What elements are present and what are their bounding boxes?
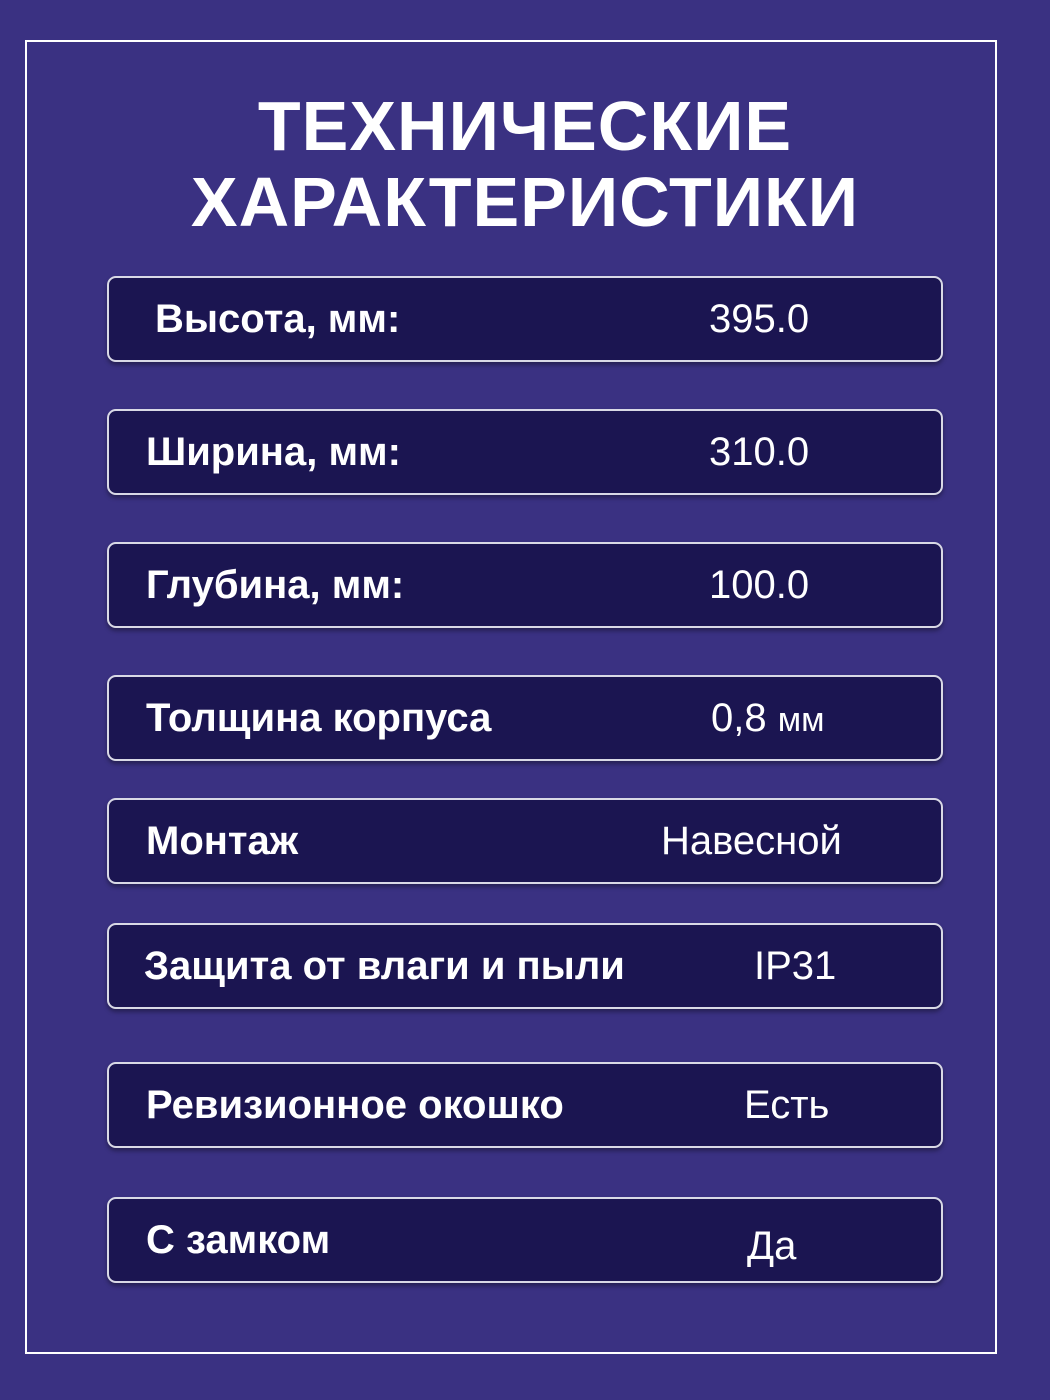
spec-value-unit: мм bbox=[777, 701, 825, 739]
spec-row-mounting bbox=[107, 798, 943, 884]
spec-value: IP31 bbox=[754, 944, 837, 988]
spec-row-inspection-window bbox=[107, 1062, 943, 1148]
spec-row-height bbox=[107, 276, 943, 362]
spec-value: Есть bbox=[744, 1083, 830, 1127]
spec-row-protection bbox=[107, 923, 943, 1009]
spec-label: Высота, мм: bbox=[155, 297, 401, 341]
spec-row-thickness bbox=[107, 675, 943, 761]
spec-value: 100.0 bbox=[709, 563, 810, 607]
spec-label: С замком bbox=[146, 1218, 331, 1262]
page-title-line-2: ХАРАКТЕРИСТИКИ bbox=[190, 163, 860, 241]
page-title-line-1: ТЕХНИЧЕСКИЕ bbox=[257, 87, 793, 165]
spec-value-number: 0,8 bbox=[711, 696, 767, 740]
spec-label: Ревизионное окошко bbox=[146, 1083, 564, 1127]
spec-label: Глубина, мм: bbox=[146, 563, 405, 607]
spec-value bbox=[711, 677, 824, 759]
spec-label: Ширина, мм: bbox=[146, 430, 401, 474]
spec-value: Навесной bbox=[661, 819, 842, 863]
spec-row-width bbox=[107, 409, 943, 495]
spec-label: Монтаж bbox=[146, 819, 299, 863]
spec-label: Защита от влаги и пыли bbox=[144, 944, 625, 988]
spec-value: 310.0 bbox=[709, 430, 810, 474]
spec-label: Толщина корпуса bbox=[146, 696, 492, 740]
spec-value: 395.0 bbox=[709, 297, 810, 341]
spec-value: Да bbox=[747, 1224, 797, 1268]
page-title bbox=[0, 88, 1050, 240]
spec-row-depth bbox=[107, 542, 943, 628]
spec-row-lock bbox=[107, 1197, 943, 1283]
